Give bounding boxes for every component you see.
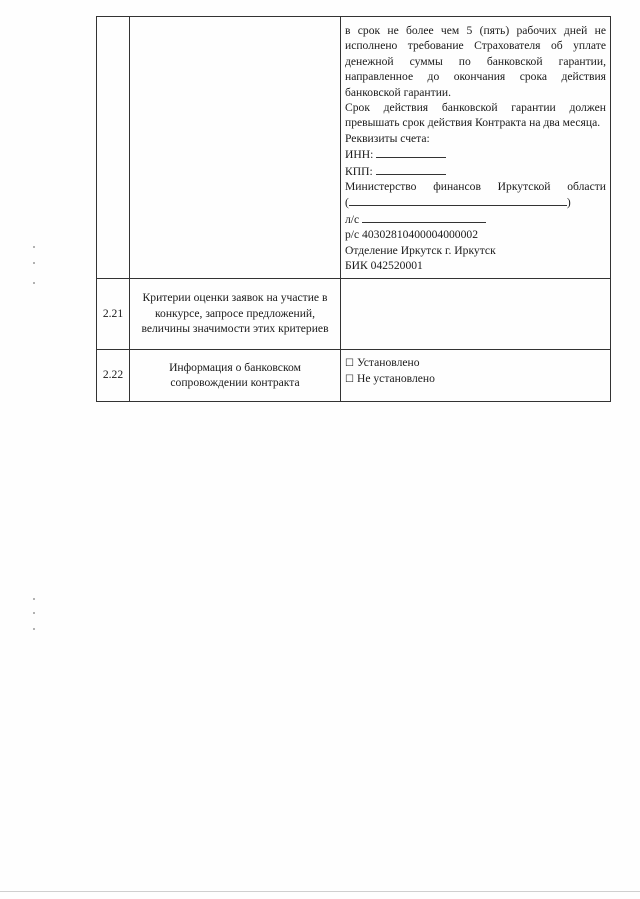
paragraph-line: банковской гарантии. xyxy=(345,85,452,99)
paragraph-line: денежной суммы по банковской гарантии, xyxy=(345,54,606,68)
option-established[interactable]: ☐ Установлено xyxy=(345,355,420,369)
kpp-line: КПП: xyxy=(345,163,606,179)
paragraph-line: направленное до окончания срока действия xyxy=(345,70,606,84)
inn-blank xyxy=(376,146,446,158)
criterion-value xyxy=(341,278,611,349)
scan-mark xyxy=(33,598,35,600)
ls-blank xyxy=(362,211,486,223)
rs-line: р/с 40302810400004000002 xyxy=(345,228,478,242)
requirements-table xyxy=(96,16,611,402)
scan-mark xyxy=(33,628,35,630)
ministry-paren-line: ( ) xyxy=(345,196,571,210)
table-row xyxy=(97,17,611,279)
scan-mark xyxy=(33,612,35,614)
guarantee-paragraph-1 xyxy=(345,23,606,100)
scan-mark xyxy=(33,246,35,248)
row-number: 2.22 xyxy=(97,349,130,401)
scan-mark xyxy=(33,282,35,284)
ministry-line: Министерство финансов Иркутской области xyxy=(345,180,606,194)
ministry-blank xyxy=(349,194,567,206)
branch-line: Отделение Иркутск г. Иркутск xyxy=(345,243,496,257)
criterion-cell xyxy=(130,17,341,279)
option-not-established[interactable]: ☐ Не установлено xyxy=(345,371,435,385)
bank-guarantee-terms-cell xyxy=(341,17,611,279)
inn-line: ИНН: xyxy=(345,146,606,162)
criterion-text: Критерии оценки заявок на участие в конкурсе, запросе предложений, величины значимости этих критериев xyxy=(130,278,341,349)
row-number: 2.21 xyxy=(97,278,130,349)
table-row xyxy=(97,278,611,349)
bik-line: БИК 042520001 xyxy=(345,259,423,273)
criterion-text: Информация о банковском сопровождении контракта xyxy=(130,349,341,401)
table-row xyxy=(97,349,611,401)
bank-support-options xyxy=(341,349,611,401)
paragraph-line: Срок действия банковской гарантии должен xyxy=(345,101,606,115)
ls-line: л/с xyxy=(345,211,606,227)
paragraph-line: превышать срок действия Контракта на два месяца. xyxy=(345,116,601,130)
scan-edge xyxy=(0,891,640,892)
kpp-blank xyxy=(376,163,446,175)
requisites-title: Реквизиты счета: xyxy=(345,131,430,145)
paragraph-line: исполнено требование Страхователя об уплате xyxy=(345,39,606,53)
guarantee-paragraph-2 xyxy=(345,100,606,131)
scan-mark xyxy=(33,262,35,264)
checkbox-icon[interactable]: ☐ xyxy=(345,357,354,369)
checkbox-icon[interactable]: ☐ xyxy=(345,373,354,385)
paragraph-line: в срок не более чем 5 (пять) рабочих дней не xyxy=(345,24,606,37)
row-number-cell xyxy=(97,17,130,279)
